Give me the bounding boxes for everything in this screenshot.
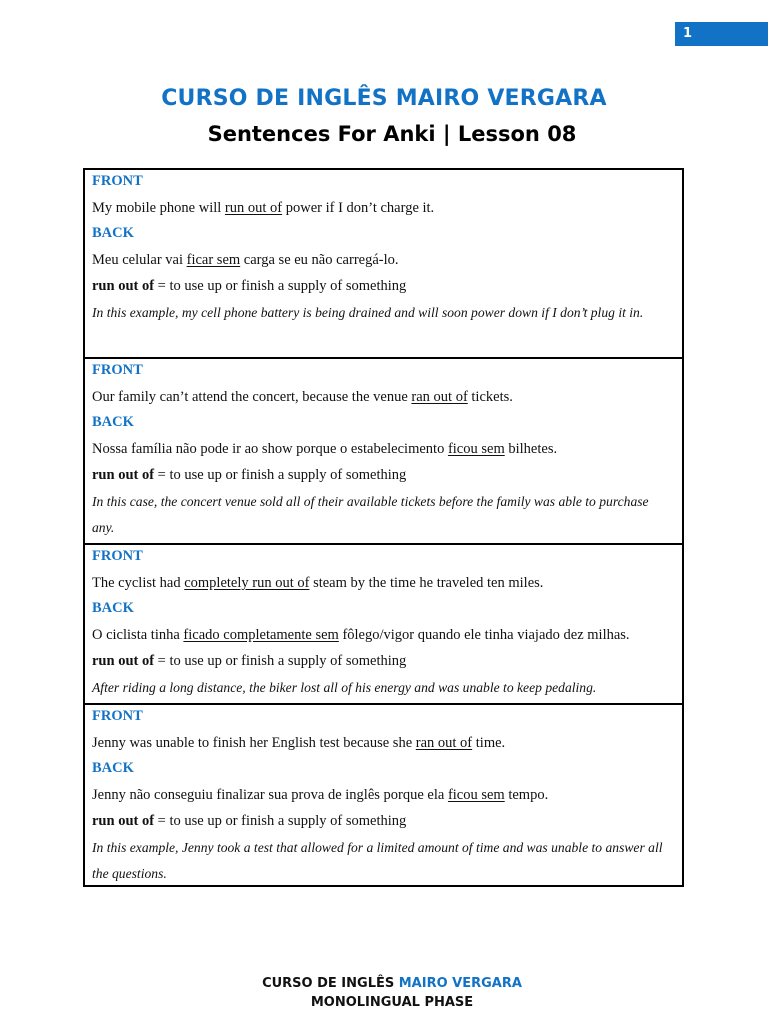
- definition: [92, 273, 674, 299]
- sentence-text: tickets.: [467, 389, 513, 405]
- sentence-text: Jenny was unable to finish her English test because she: [92, 735, 416, 751]
- back-translation: [92, 782, 674, 808]
- back-label: BACK: [92, 600, 134, 617]
- flashcard: [85, 170, 682, 357]
- back-label: BACK: [92, 760, 134, 777]
- example-note: In this case, the concert venue sold all of their available tickets before the family was able to purchase any.: [92, 493, 649, 535]
- translation-text: tempo.: [504, 787, 549, 804]
- front-label: FRONT: [92, 362, 143, 378]
- footer-prefix: CURSO DE INGLÊS: [262, 976, 399, 991]
- sentence-text: steam by the time he traveled ten miles.: [309, 575, 544, 591]
- lesson-subtitle: Sentences For Anki | Lesson 08: [207, 122, 577, 146]
- phrasal-verb: completely run out of: [184, 575, 310, 591]
- front-sentence: [92, 730, 674, 756]
- translation-text: fôlego/vigor quando ele tinha viajado dez milhas.: [338, 627, 630, 644]
- back-translation: [92, 247, 674, 273]
- page-number-tab: [675, 22, 768, 46]
- translation-text: Jenny não conseguiu finalizar sua prova de inglês porque ela: [92, 787, 448, 804]
- phrasal-verb: ran out of: [415, 735, 473, 751]
- translated-phrase: ficar sem: [186, 252, 241, 269]
- translated-phrase: ficou sem: [447, 787, 505, 804]
- flashcard: [85, 703, 682, 885]
- translation-text: Nossa família não pode ir ao show porque o estabelecimento: [92, 441, 448, 458]
- phrasal-verb: ran out of: [411, 389, 468, 405]
- back-label: BACK: [92, 225, 134, 242]
- translated-phrase: ficado completamente sem: [183, 627, 339, 644]
- back-translation: [92, 622, 674, 648]
- document-title: CURSO DE INGLÊS MAIRO VERGARA: [161, 86, 607, 111]
- definition-text: = to use up or finish a supply of something: [154, 467, 407, 484]
- translation-text: carga se eu não carregá-lo.: [240, 252, 399, 269]
- sentence-text: power if I don’t charge it.: [282, 200, 435, 216]
- sentence-text: Our family can’t attend the concert, because the venue: [92, 389, 412, 405]
- definition-term: run out of: [92, 813, 155, 830]
- definition-text: = to use up or finish a supply of something: [154, 278, 407, 295]
- translation-text: Meu celular vai: [92, 252, 187, 269]
- phrasal-verb: run out of: [224, 200, 283, 216]
- footer-brand-line: [0, 976, 768, 991]
- flashcard: [85, 357, 682, 543]
- front-sentence: [92, 195, 674, 221]
- translation-text: bilhetes.: [504, 441, 558, 458]
- translation-text: O ciclista tinha: [92, 627, 184, 644]
- front-sentence: [92, 384, 674, 410]
- definition-text: = to use up or finish a supply of something: [154, 813, 407, 830]
- definition-text: = to use up or finish a supply of something: [154, 653, 407, 670]
- sentence-text: The cyclist had: [92, 575, 185, 591]
- example-note: In this example, my cell phone battery is being drained and will soon power down if I don’t plug it in.: [92, 304, 644, 320]
- sentence-text: time.: [472, 735, 506, 751]
- back-translation: [92, 436, 674, 462]
- definition: [92, 462, 674, 488]
- front-label: FRONT: [92, 708, 143, 724]
- footer-phase: MONOLINGUAL PHASE: [310, 995, 474, 1010]
- definition: [92, 648, 674, 674]
- definition-term: run out of: [92, 467, 155, 484]
- definition-term: run out of: [92, 278, 155, 295]
- back-label: BACK: [92, 414, 134, 431]
- example-note: In this example, Jenny took a test that allowed for a limited amount of time and was unable to answer all the questions.: [92, 839, 663, 881]
- front-label: FRONT: [92, 548, 143, 564]
- footer-brand: MAIRO VERGARA: [398, 976, 522, 991]
- page-number: 1: [683, 26, 693, 41]
- front-sentence: [92, 570, 674, 596]
- sentence-text: My mobile phone will: [92, 200, 225, 216]
- front-label: FRONT: [92, 173, 143, 189]
- definition: [92, 808, 674, 834]
- flashcard-table: [83, 168, 684, 887]
- definition-term: run out of: [92, 653, 155, 670]
- example-note: After riding a long distance, the biker lost all of his energy and was unable to keep pedaling.: [92, 679, 597, 695]
- translated-phrase: ficou sem: [447, 441, 505, 458]
- flashcard: [85, 543, 682, 703]
